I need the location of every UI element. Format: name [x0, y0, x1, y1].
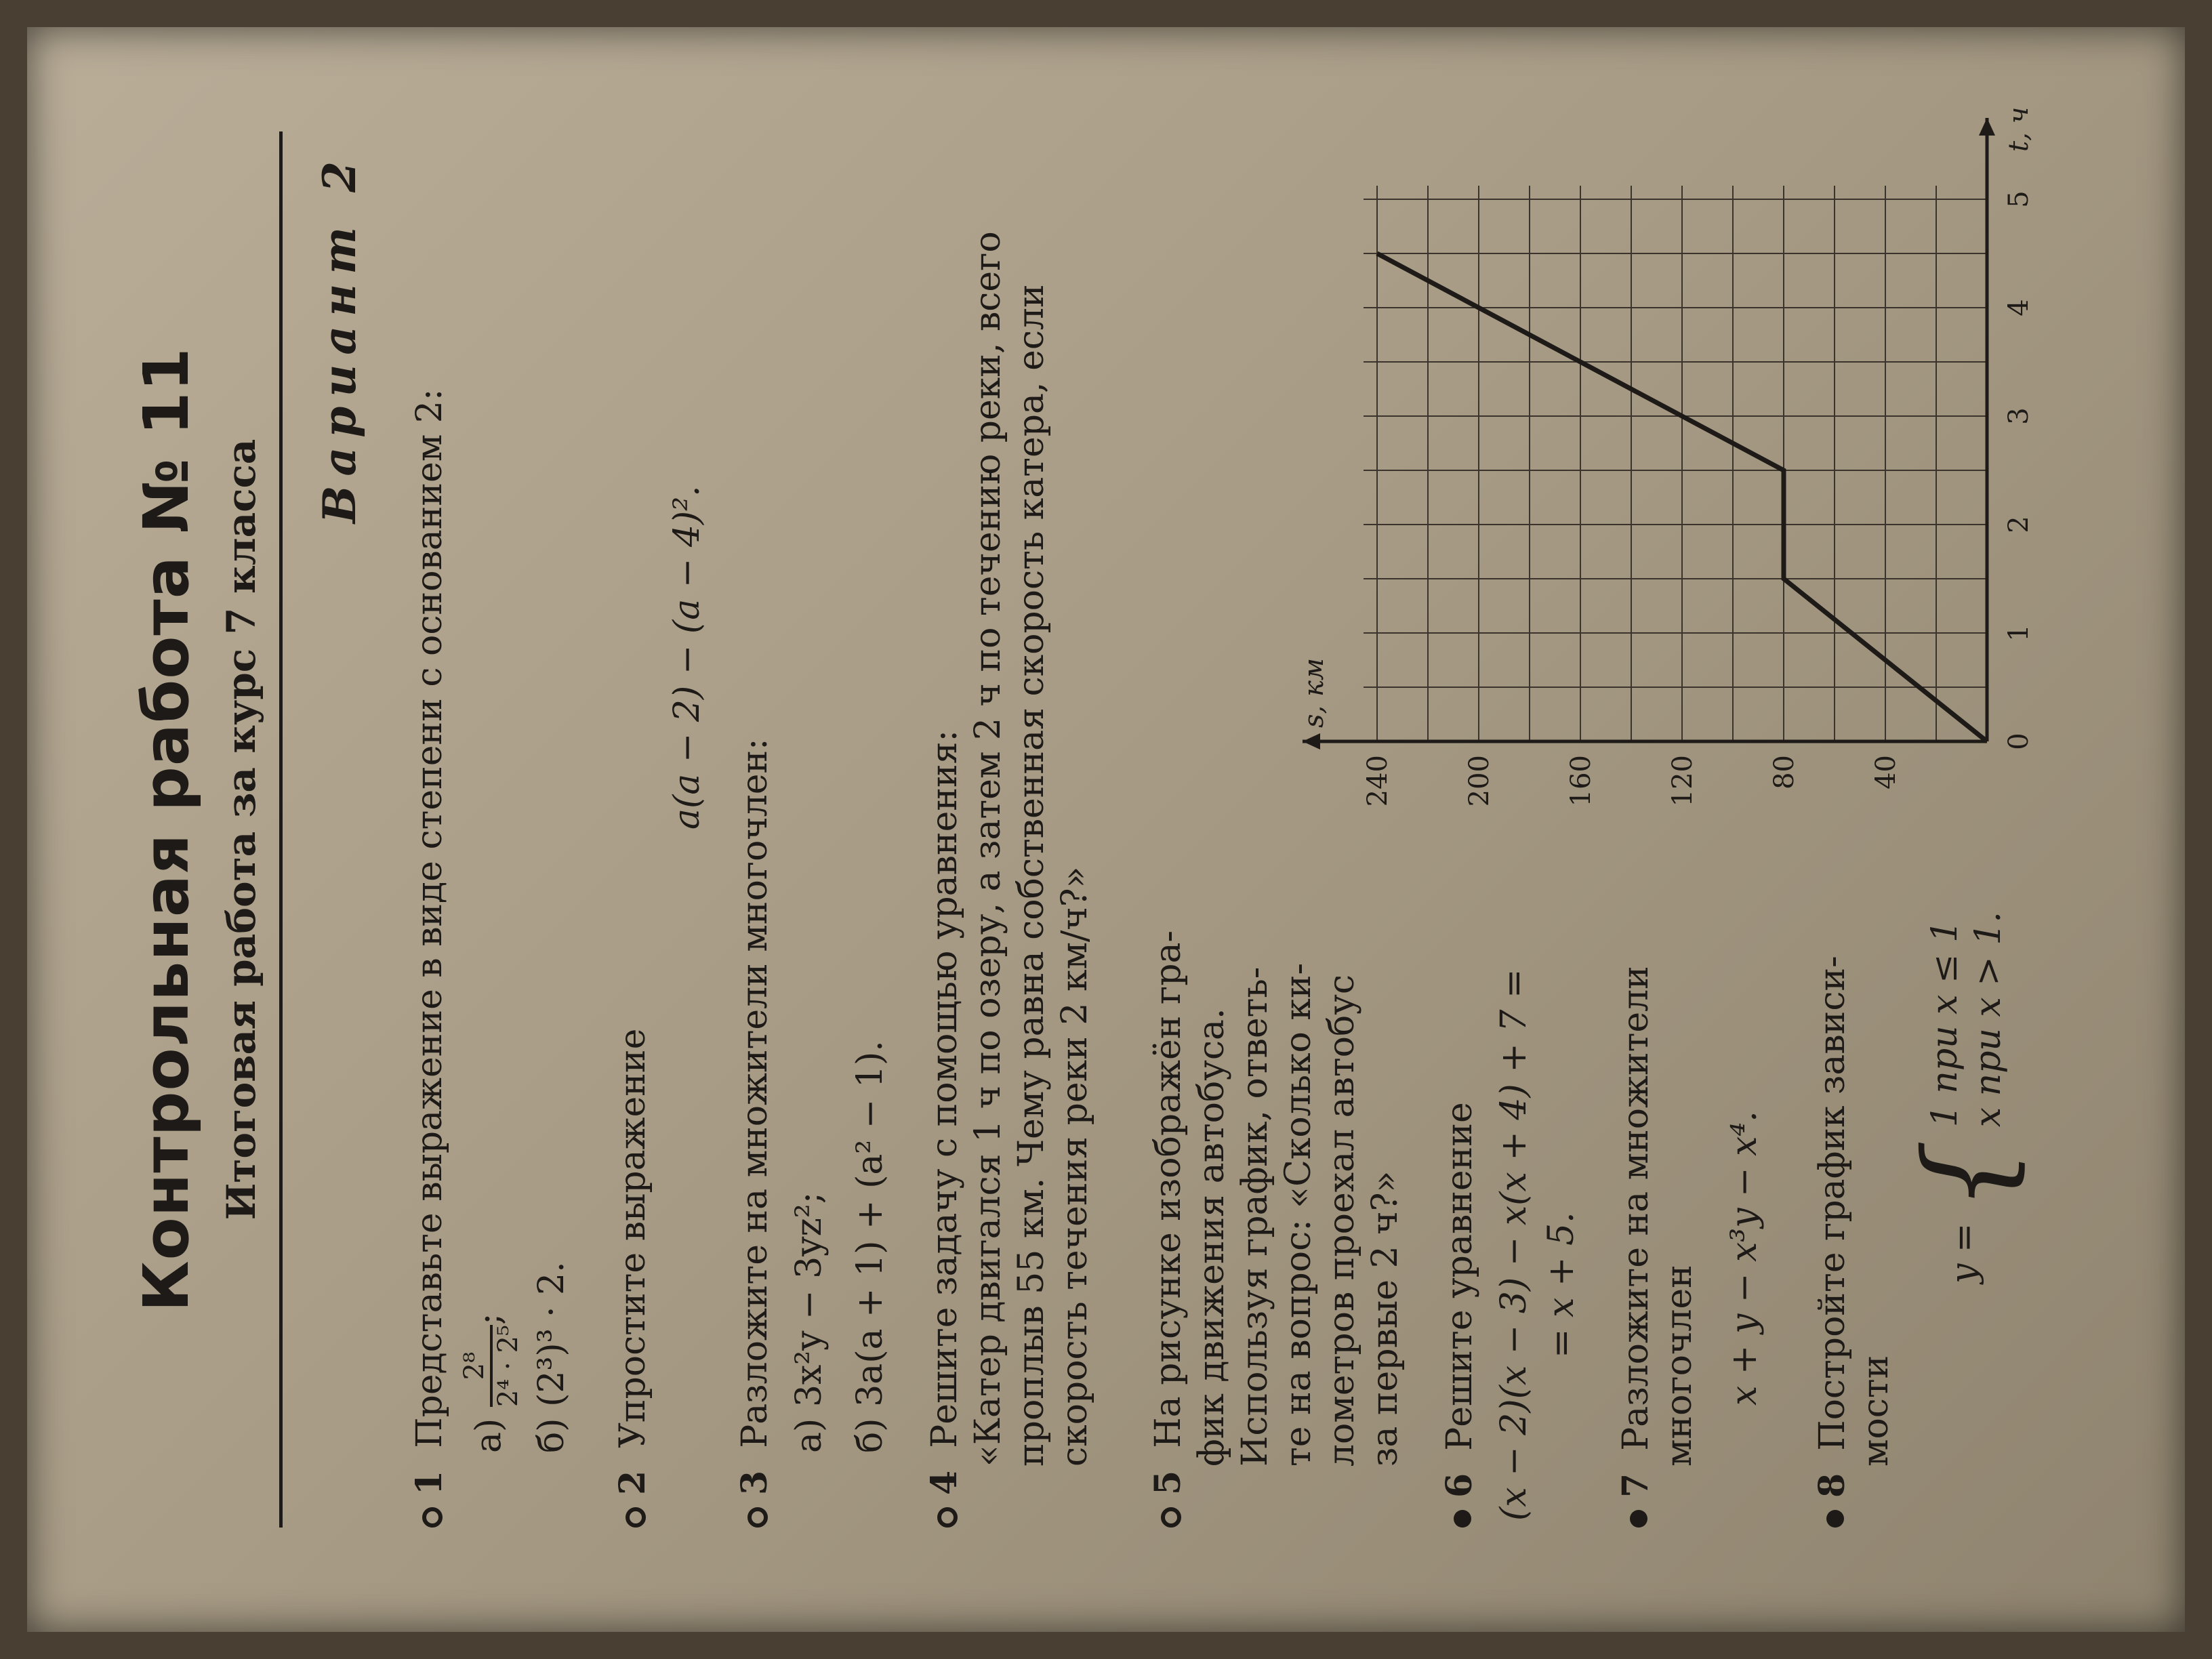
- task-7: [1614, 966, 1658, 1528]
- y-tick-label: 200: [1464, 755, 1495, 807]
- bullet-marker-icon: [1826, 1510, 1844, 1528]
- task-8-piecewise: [1900, 912, 2034, 1284]
- page-title: Контрольная работа № 11: [130, 347, 203, 1312]
- task-text: Упростите выражение: [613, 1028, 653, 1448]
- task-number: 5: [1147, 1470, 1189, 1495]
- y-axis-label: s, км: [1298, 657, 1330, 728]
- task-text: Разложите на множители: [1616, 966, 1656, 1451]
- x-tick-label: 4: [2003, 299, 2034, 316]
- task-number: 7: [1615, 1473, 1656, 1498]
- function-label: y =: [1944, 1223, 1985, 1284]
- task-number: 8: [1811, 1473, 1853, 1498]
- y-tick-label: 240: [1362, 755, 1393, 807]
- task-number: 3: [734, 1470, 775, 1495]
- item-tail: ;: [468, 1313, 510, 1326]
- task-5-line-5: лометров проехал автобус: [1322, 974, 1362, 1467]
- x-tick-label: 0: [2003, 733, 2034, 750]
- task-6: [1438, 1102, 1481, 1528]
- task-text: На рисунке изображён гра-: [1148, 930, 1189, 1448]
- brace-symbol: {: [1900, 1138, 2034, 1212]
- task-1-a: [459, 1313, 524, 1453]
- task-6-equation-1: (x − 2)(x − 3) − x(x + 4) + 7 =: [1494, 968, 1534, 1521]
- task-number: 6: [1439, 1473, 1480, 1498]
- task-text: Представьте выражение в виде степени с основанием 2:: [409, 388, 450, 1448]
- task-5-line-6: за первые 2 ч?»: [1365, 1170, 1406, 1467]
- y-tick-label: 120: [1667, 755, 1698, 807]
- x-axis-label: t, ч: [2003, 106, 2034, 152]
- circle-marker-icon: [937, 1507, 958, 1528]
- circle-marker-icon: [422, 1507, 443, 1528]
- x-axis-arrow-icon: [1979, 118, 1995, 136]
- task-text: Решите задачу с помощью уравнения:: [924, 729, 965, 1448]
- task-4-line-2: проплыв 55 км. Чему равна собственная скорость катера, если: [1011, 284, 1052, 1467]
- task-text: Решите уравнение: [1439, 1102, 1480, 1451]
- task-1-b: б) (2³)³ · 2.: [531, 1261, 572, 1453]
- variant-label: Вариант 2: [313, 152, 366, 524]
- task-7-line-2: многочлен: [1659, 1265, 1700, 1467]
- item-label: а): [468, 1418, 510, 1453]
- task-text: Разложите на множители многочлен:: [735, 738, 775, 1448]
- task-2-expression: a(a − 2) − (a − 4)².: [667, 485, 708, 830]
- task-6-equation-2: = x + 5.: [1541, 1212, 1582, 1358]
- task-number: 2: [612, 1470, 653, 1495]
- chart-grid: [1364, 186, 1987, 741]
- test-page: [89, 50, 2123, 1609]
- task-4-line-1: «Катер двигался 1 ч по озеру, а затем 2 ч по течению реки, всего: [968, 231, 1008, 1467]
- task-7-expression: x + y − x³y − x⁴.: [1724, 1111, 1765, 1406]
- task-4: [923, 730, 966, 1528]
- y-tick-label: 160: [1565, 755, 1597, 807]
- x-tick-label: 1: [2003, 624, 2034, 642]
- task-5: [1147, 930, 1190, 1528]
- task-number: 1: [409, 1470, 450, 1495]
- x-tick-label: 5: [2003, 190, 2034, 208]
- circle-marker-icon: [747, 1507, 768, 1528]
- x-tick-label: 2: [2003, 516, 2034, 533]
- chart-ticks: [1362, 190, 2034, 806]
- y-tick-label: 80: [1769, 755, 1800, 790]
- fraction-numerator: 2⁸: [459, 1351, 490, 1380]
- task-5-line-4: те на вопрос: «Сколько ки-: [1278, 962, 1319, 1467]
- paper-sheet: [27, 27, 2185, 1632]
- task-5-line-3: Используя график, ответь-: [1235, 966, 1275, 1467]
- task-1: [408, 389, 451, 1528]
- task-5-line-2: фик движения автобуса.: [1191, 1008, 1232, 1467]
- task-8: [1811, 956, 1854, 1528]
- case-2: x при x > 1.: [1968, 912, 2009, 1128]
- fraction-denominator: 2⁴ · 2⁵: [490, 1325, 524, 1407]
- task-number: 4: [924, 1470, 965, 1495]
- task-8-line-2: мости: [1856, 1355, 1896, 1467]
- bullet-marker-icon: [1454, 1510, 1471, 1528]
- task-text: Постройте график зависи-: [1812, 956, 1853, 1451]
- y-axis-arrow-icon: [1303, 733, 1320, 750]
- task-2: [611, 1029, 655, 1528]
- task-3-b: б) 3a(a + 1) + (a² − 1).: [850, 1040, 890, 1453]
- page-subtitle: Итоговая работа за курс 7 класса: [218, 438, 264, 1221]
- y-tick-label: 40: [1870, 755, 1902, 790]
- task-4-line-3: скорость течения реки 2 км/ч?»: [1054, 866, 1095, 1467]
- fraction: [459, 1325, 524, 1407]
- task-3-a: а) 3x²y − 3yz²;: [789, 1191, 830, 1453]
- bullet-marker-icon: [1630, 1510, 1647, 1528]
- circle-marker-icon: [1161, 1507, 1181, 1528]
- circle-marker-icon: [626, 1507, 646, 1528]
- cases: [1923, 912, 2010, 1127]
- title-rule: [279, 131, 283, 1528]
- x-tick-label: 3: [2003, 407, 2034, 425]
- task-3: [733, 738, 777, 1528]
- case-1: 1 при x ≤ 1: [1925, 920, 1965, 1128]
- chart-axes: [1303, 118, 1995, 750]
- distance-time-chart: [1298, 84, 2068, 857]
